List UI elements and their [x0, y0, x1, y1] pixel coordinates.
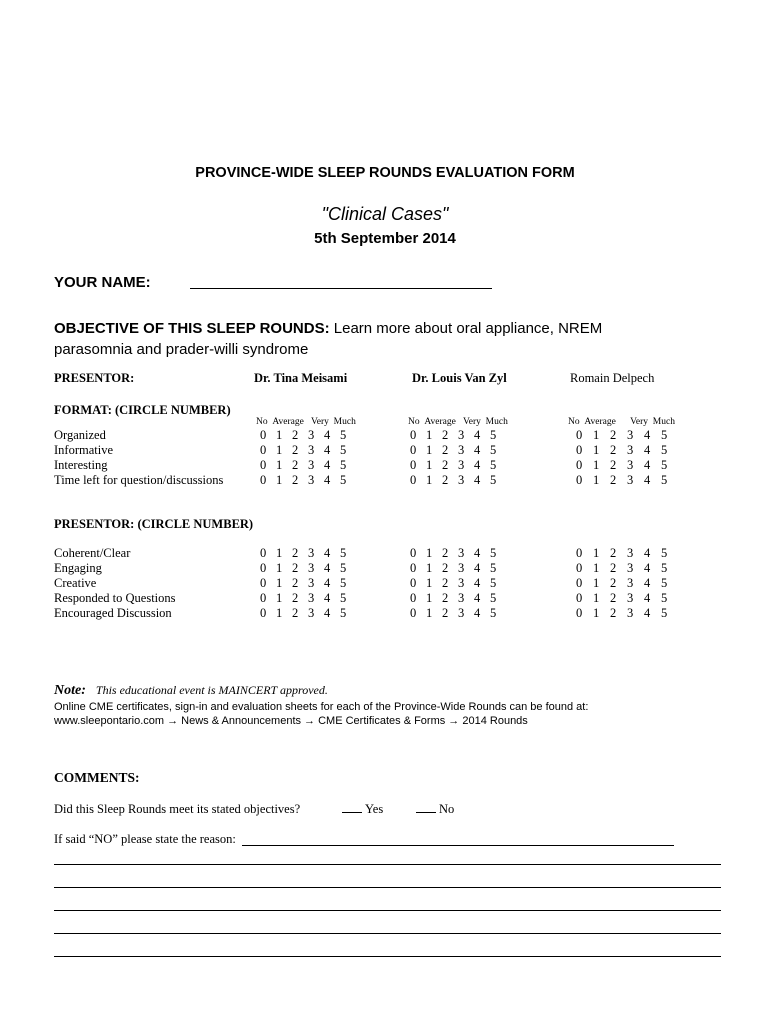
presentor-rating-scale-1	[260, 561, 356, 576]
rating-option[interactable]: 3	[458, 546, 465, 560]
rating-option[interactable]: 0	[576, 443, 583, 457]
rating-option[interactable]: 3	[627, 561, 634, 575]
rating-option[interactable]: 5	[490, 606, 497, 620]
rating-option[interactable]: 1	[276, 591, 283, 605]
rating-option[interactable]: 2	[442, 561, 449, 575]
rating-option[interactable]: 2	[442, 428, 449, 442]
rating-option[interactable]: 3	[458, 428, 465, 442]
presentor-rating-scale-3	[576, 546, 678, 561]
rating-option[interactable]: 5	[340, 428, 347, 442]
format-row-label: Organized	[54, 428, 106, 442]
reason-line[interactable]	[242, 845, 674, 846]
rating-option[interactable]: 4	[474, 561, 481, 575]
rating-option[interactable]: 0	[260, 576, 267, 590]
rating-option[interactable]: 2	[610, 546, 617, 560]
comment-line[interactable]	[54, 910, 721, 911]
rating-option[interactable]: 5	[490, 428, 497, 442]
name-label: YOUR NAME:	[54, 274, 151, 291]
rating-option[interactable]: 3	[458, 458, 465, 472]
rating-option[interactable]: 3	[308, 606, 315, 620]
rating-option[interactable]: 3	[627, 428, 634, 442]
rating-option[interactable]: 1	[276, 576, 283, 590]
rating-option[interactable]: 2	[442, 473, 449, 487]
rating-option[interactable]: 0	[576, 591, 583, 605]
rating-option[interactable]: 5	[490, 561, 497, 575]
scale-very: Very	[462, 417, 481, 427]
rating-option[interactable]: 5	[340, 473, 347, 487]
rating-option[interactable]: 3	[627, 443, 634, 457]
online-line-1: Online CME certificates, sign-in and evaluation sheets for each of the Province-Wide Rounds can be found at:	[54, 701, 589, 713]
rating-option[interactable]: 4	[474, 606, 481, 620]
format-section-label: FORMAT: (CIRCLE NUMBER)	[54, 403, 231, 417]
rating-option[interactable]: 1	[593, 546, 600, 560]
rating-option[interactable]: 4	[644, 428, 651, 442]
scale-very: Very	[310, 417, 329, 427]
rating-option[interactable]: 3	[308, 458, 315, 472]
rating-option[interactable]: 1	[276, 473, 283, 487]
rating-option[interactable]: 1	[276, 443, 283, 457]
presentor-rating-scale-2	[410, 606, 506, 621]
rating-option[interactable]: 3	[458, 473, 465, 487]
presentor-rating-scale-3	[576, 591, 678, 606]
rating-option[interactable]: 4	[324, 428, 331, 442]
rating-option[interactable]: 4	[324, 546, 331, 560]
objective-label: OBJECTIVE OF THIS SLEEP ROUNDS:	[54, 320, 330, 337]
rating-option[interactable]: 0	[410, 458, 417, 472]
rating-option[interactable]: 3	[627, 591, 634, 605]
rating-option[interactable]: 4	[644, 473, 651, 487]
rating-option[interactable]: 3	[627, 576, 634, 590]
rating-option[interactable]: 4	[324, 443, 331, 457]
rating-option[interactable]: 4	[644, 458, 651, 472]
rating-option[interactable]: 3	[627, 606, 634, 620]
rating-option[interactable]: 0	[260, 473, 267, 487]
rating-option[interactable]: 5	[490, 443, 497, 457]
rating-option[interactable]: 5	[661, 576, 668, 590]
presentor-rating-scale-2	[410, 576, 506, 591]
rating-option[interactable]: 4	[474, 443, 481, 457]
rating-option[interactable]: 0	[576, 606, 583, 620]
rating-option[interactable]: 5	[661, 546, 668, 560]
objective-text: Learn more about oral appliance, NREM parasomnia and prader-willi syndrome	[54, 320, 603, 358]
presentor-name-2: Dr. Louis Van Zyl	[412, 371, 507, 385]
scale-average: Average	[584, 417, 616, 427]
rating-option[interactable]: 2	[292, 546, 299, 560]
format-rating-scale-2	[410, 473, 506, 488]
rating-option[interactable]: 5	[490, 546, 497, 560]
rating-option[interactable]: 3	[458, 443, 465, 457]
rating-option[interactable]: 1	[276, 428, 283, 442]
format-row-label: Interesting	[54, 458, 108, 472]
form-title: PROVINCE-WIDE SLEEP ROUNDS EVALUATION FORM	[195, 165, 575, 181]
rating-option[interactable]: 3	[627, 458, 634, 472]
rating-option[interactable]: 0	[260, 561, 267, 575]
rating-option[interactable]: 5	[661, 428, 668, 442]
rating-option[interactable]: 3	[458, 591, 465, 605]
presentor-name-3: Romain Delpech	[570, 371, 655, 385]
rating-option[interactable]: 3	[627, 546, 634, 560]
rating-option[interactable]: 5	[661, 591, 668, 605]
rating-option[interactable]: 2	[610, 443, 617, 457]
rating-option[interactable]: 4	[324, 606, 331, 620]
rating-option[interactable]: 2	[610, 591, 617, 605]
format-rating-scale-2	[410, 458, 506, 473]
rating-option[interactable]: 1	[426, 443, 433, 457]
rating-option[interactable]: 0	[410, 576, 417, 590]
rating-option[interactable]: 1	[276, 546, 283, 560]
rating-option[interactable]: 1	[276, 561, 283, 575]
scale-no: No	[256, 417, 268, 427]
presentor-rating-scale-2	[410, 546, 506, 561]
presentor-rating-scale-1	[260, 576, 356, 591]
scale-very: Very	[630, 417, 649, 427]
scale-header-2	[408, 417, 508, 427]
yes-option[interactable]	[342, 802, 383, 817]
rating-option[interactable]: 0	[576, 576, 583, 590]
scale-average: Average	[272, 417, 304, 427]
rating-option[interactable]: 4	[644, 576, 651, 590]
rating-option[interactable]: 0	[260, 428, 267, 442]
scale-no: No	[408, 417, 420, 427]
rating-option[interactable]: 0	[260, 591, 267, 605]
rating-option[interactable]: 2	[442, 606, 449, 620]
presentor-rating-scale-2	[410, 591, 506, 606]
rating-option[interactable]: 1	[426, 546, 433, 560]
rating-option[interactable]: 5	[490, 473, 497, 487]
scale-header-1	[256, 417, 356, 427]
presentor-row-label: Responded to Questions	[54, 591, 176, 605]
format-rating-scale-1	[260, 443, 356, 458]
presentor-row-label: Encouraged Discussion	[54, 606, 172, 620]
rating-option[interactable]: 2	[292, 606, 299, 620]
rating-option[interactable]: 1	[593, 473, 600, 487]
rating-option[interactable]: 4	[474, 458, 481, 472]
rating-option[interactable]: 4	[474, 428, 481, 442]
form-date: 5th September 2014	[314, 230, 456, 247]
rating-option[interactable]: 4	[644, 606, 651, 620]
rating-option[interactable]: 3	[308, 546, 315, 560]
rating-option[interactable]: 3	[308, 473, 315, 487]
format-rating-scale-1	[260, 428, 356, 443]
rating-option[interactable]: 0	[260, 458, 267, 472]
rating-option[interactable]: 4	[474, 473, 481, 487]
rating-option[interactable]: 2	[610, 473, 617, 487]
online-info	[54, 700, 588, 728]
format-rating-scale-1	[260, 458, 356, 473]
rating-option[interactable]: 1	[593, 576, 600, 590]
rating-option[interactable]: 2	[292, 576, 299, 590]
rating-option[interactable]: 3	[458, 576, 465, 590]
presentor-row-label: Engaging	[54, 561, 102, 575]
presentor-rating-scale-1	[260, 546, 356, 561]
rating-option[interactable]: 2	[442, 591, 449, 605]
reason-question: If said “NO” please state the reason:	[54, 832, 236, 846]
rating-option[interactable]: 0	[576, 546, 583, 560]
rating-option[interactable]: 2	[292, 561, 299, 575]
rating-option[interactable]: 2	[610, 576, 617, 590]
rating-option[interactable]: 5	[490, 591, 497, 605]
rating-option[interactable]: 2	[292, 458, 299, 472]
rating-option[interactable]: 4	[644, 443, 651, 457]
comments-label: COMMENTS:	[54, 770, 140, 785]
presentor-rating-scale-3	[576, 576, 678, 591]
presentor-rating-scale-1	[260, 591, 356, 606]
rating-option[interactable]: 2	[442, 443, 449, 457]
rating-option[interactable]: 4	[324, 591, 331, 605]
rating-option[interactable]: 0	[410, 591, 417, 605]
note-text: This educational event is MAINCERT approved.	[95, 683, 328, 697]
rating-option[interactable]: 4	[324, 458, 331, 472]
rating-option[interactable]: 3	[308, 428, 315, 442]
rating-option[interactable]: 5	[661, 606, 668, 620]
rating-option[interactable]: 1	[426, 473, 433, 487]
note	[54, 683, 328, 699]
rating-option[interactable]: 5	[340, 591, 347, 605]
rating-option[interactable]: 0	[576, 458, 583, 472]
rating-option[interactable]: 2	[610, 428, 617, 442]
rating-option[interactable]: 2	[610, 606, 617, 620]
rating-option[interactable]: 0	[576, 428, 583, 442]
rating-option[interactable]: 1	[593, 458, 600, 472]
rating-option[interactable]: 2	[610, 458, 617, 472]
presentor-section-label: PRESENTOR: (CIRCLE NUMBER)	[54, 517, 254, 531]
rating-option[interactable]: 1	[426, 591, 433, 605]
rating-option[interactable]: 1	[426, 606, 433, 620]
rating-option[interactable]: 0	[410, 546, 417, 560]
rating-option[interactable]: 0	[410, 443, 417, 457]
format-rating-scale-2	[410, 428, 506, 443]
format-rating-scale-1	[260, 473, 356, 488]
rating-option[interactable]: 2	[442, 576, 449, 590]
scale-no: No	[568, 417, 580, 427]
rating-option[interactable]: 5	[340, 606, 347, 620]
scale-average: Average	[424, 417, 456, 427]
rating-option[interactable]: 5	[340, 443, 347, 457]
rating-option[interactable]: 1	[426, 428, 433, 442]
rating-option[interactable]: 5	[661, 561, 668, 575]
rating-option[interactable]: 0	[260, 443, 267, 457]
rating-option[interactable]: 5	[340, 546, 347, 560]
rating-option[interactable]: 1	[593, 591, 600, 605]
comment-line[interactable]	[54, 887, 721, 888]
format-row-label: Informative	[54, 443, 114, 457]
format-rating-scale-3	[576, 428, 678, 443]
rating-option[interactable]: 2	[442, 458, 449, 472]
rating-option[interactable]: 5	[340, 561, 347, 575]
rating-option[interactable]: 1	[426, 576, 433, 590]
rating-option[interactable]: 2	[610, 561, 617, 575]
rating-option[interactable]: 5	[340, 576, 347, 590]
rating-option[interactable]: 2	[442, 546, 449, 560]
comment-line[interactable]	[54, 933, 721, 934]
form-subtitle: "Clinical Cases"	[321, 204, 449, 224]
rating-option[interactable]: 1	[276, 458, 283, 472]
rating-option[interactable]: 5	[661, 458, 668, 472]
rating-option[interactable]: 0	[260, 606, 267, 620]
rating-option[interactable]: 5	[490, 458, 497, 472]
format-rating-scale-2	[410, 443, 506, 458]
rating-option[interactable]: 5	[490, 576, 497, 590]
format-row-label: Time left for question/discussions	[54, 473, 224, 487]
presentor-name-1: Dr. Tina Meisami	[254, 371, 348, 385]
rating-option[interactable]: 1	[276, 606, 283, 620]
comment-line[interactable]	[54, 956, 721, 957]
online-line-2: www.sleepontario.com → News & Announcements → CME Certificates & Forms → 2014 Rounds	[54, 715, 528, 727]
presentor-row-label: Creative	[54, 576, 97, 590]
rating-option[interactable]: 0	[576, 473, 583, 487]
scale-much: Much	[485, 417, 508, 427]
rating-option[interactable]: 1	[593, 561, 600, 575]
presentor-rating-scale-3	[576, 561, 678, 576]
rating-option[interactable]: 4	[644, 561, 651, 575]
rating-option[interactable]: 5	[661, 443, 668, 457]
rating-option[interactable]: 2	[292, 443, 299, 457]
rating-option[interactable]: 1	[593, 606, 600, 620]
rating-option[interactable]: 4	[474, 546, 481, 560]
rating-option[interactable]: 1	[426, 458, 433, 472]
rating-option[interactable]: 5	[340, 458, 347, 472]
rating-option[interactable]: 3	[308, 443, 315, 457]
presentor-row-label: Coherent/Clear	[54, 546, 131, 560]
rating-option[interactable]: 3	[308, 576, 315, 590]
rating-option[interactable]: 0	[260, 546, 267, 560]
rating-option[interactable]: 0	[410, 606, 417, 620]
no-label: No	[439, 802, 455, 816]
objective	[54, 318, 674, 360]
presentor-rating-scale-3	[576, 606, 678, 621]
rating-option[interactable]: 4	[474, 591, 481, 605]
rating-option[interactable]: 3	[308, 561, 315, 575]
yes-label: Yes	[365, 802, 384, 816]
rating-option[interactable]: 3	[308, 591, 315, 605]
comment-line[interactable]	[54, 864, 721, 865]
rating-option[interactable]: 0	[410, 473, 417, 487]
rating-option[interactable]: 1	[593, 428, 600, 442]
rating-option[interactable]: 0	[410, 428, 417, 442]
scale-much: Much	[333, 417, 356, 427]
format-rating-scale-3	[576, 458, 678, 473]
scale-header-3	[568, 417, 675, 427]
rating-option[interactable]: 0	[576, 561, 583, 575]
rating-option[interactable]: 4	[324, 576, 331, 590]
no-blank[interactable]	[416, 802, 436, 813]
rating-option[interactable]: 1	[426, 561, 433, 575]
rating-option[interactable]: 4	[324, 473, 331, 487]
rating-option[interactable]: 3	[458, 561, 465, 575]
objectives-question: Did this Sleep Rounds meet its stated objectives?	[54, 802, 301, 816]
name-field-line[interactable]	[190, 288, 492, 289]
presentor-rating-scale-2	[410, 561, 506, 576]
rating-option[interactable]: 2	[292, 473, 299, 487]
rating-option[interactable]: 4	[644, 591, 651, 605]
rating-option[interactable]: 2	[292, 591, 299, 605]
rating-option[interactable]: 4	[644, 546, 651, 560]
yes-blank[interactable]	[342, 802, 362, 813]
rating-option[interactable]: 3	[458, 606, 465, 620]
rating-option[interactable]: 4	[324, 561, 331, 575]
rating-option[interactable]: 5	[661, 473, 668, 487]
rating-option[interactable]: 1	[593, 443, 600, 457]
rating-option[interactable]: 2	[292, 428, 299, 442]
rating-option[interactable]: 4	[474, 576, 481, 590]
no-option[interactable]	[416, 802, 454, 817]
note-label: Note:	[54, 683, 86, 698]
rating-option[interactable]: 3	[627, 473, 634, 487]
presentor-label: PRESENTOR:	[54, 371, 135, 385]
format-rating-scale-3	[576, 443, 678, 458]
format-rating-scale-3	[576, 473, 678, 488]
scale-much: Much	[652, 417, 675, 427]
rating-option[interactable]: 0	[410, 561, 417, 575]
presentor-rating-scale-1	[260, 606, 356, 621]
